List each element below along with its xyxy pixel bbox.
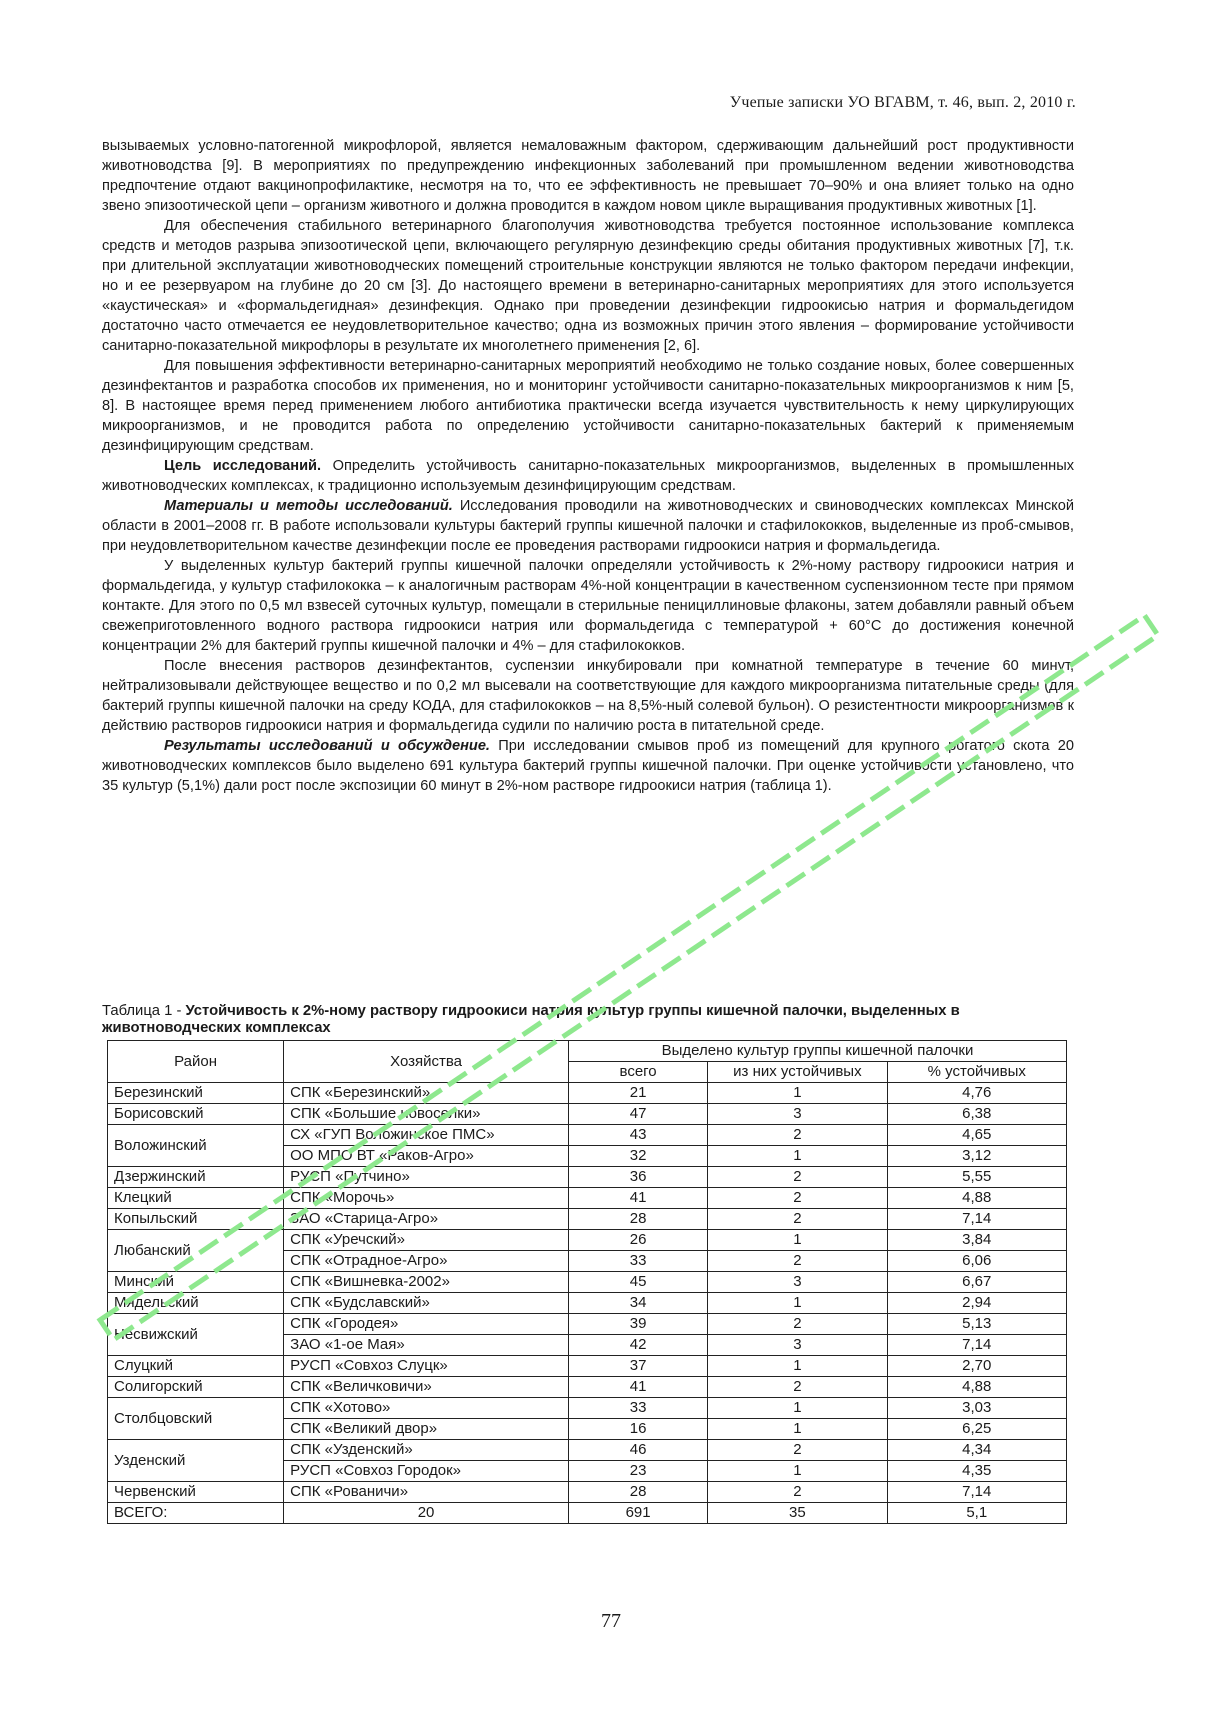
header-farms: Хозяйства (284, 1041, 569, 1083)
cell-district: Копыльский (108, 1209, 284, 1230)
cell-district: Узденский (108, 1440, 284, 1482)
header-group: Выделено культур группы кишечной палочки (569, 1041, 1067, 1062)
total-farms: 20 (284, 1503, 569, 1524)
cell-farm: РУСП «Совхоз Слуцк» (284, 1356, 569, 1377)
cell-percent: 4,76 (887, 1083, 1066, 1104)
cell-percent: 5,13 (887, 1314, 1066, 1335)
paragraph (102, 656, 1074, 736)
paragraph (102, 496, 1074, 556)
cell-total: 21 (569, 1083, 708, 1104)
cell-total: 26 (569, 1230, 708, 1251)
cell-resistant: 1 (708, 1293, 887, 1314)
table-row (108, 1398, 1067, 1419)
table-body (108, 1083, 1067, 1524)
table-row (108, 1104, 1067, 1125)
cell-resistant: 3 (708, 1335, 887, 1356)
paragraph-text: У выделенных культур бактерий группы кишечной палочки определяли устойчивость к 2%-ному раствору гидроокиси натрия и формальдегида, у культур стафилококка – к аналогичным растворам 4%-ной концентрации в качественном суспензионном тесте при прямом контакте. Для этого по 0,5 мл взвесей суточных культур, помещали в стерильные пенициллиновые флаконы, затем добавляли равный объем свежеприготовленного водного раствора гидроокиси натрия или формальдегида с температурой + 60°С до достижения конечной концентрации 2% для бактерий группы кишечной палочки и 4% – для стафилококков. (102, 558, 1074, 654)
cell-total: 16 (569, 1419, 708, 1440)
paragraph (102, 456, 1074, 496)
cell-farm: СПК «Городея» (284, 1314, 569, 1335)
cell-total: 43 (569, 1125, 708, 1146)
cell-resistant: 2 (708, 1377, 887, 1398)
header-district: Район (108, 1041, 284, 1083)
paragraph-text: При исследовании смывов проб из помещений для крупного рогатого скота 20 животноводческих комплексов было выделено 691 культура бактерий группы кишечной палочки. При оценке устойчивости установлено, что 35 культур (5,1%) дали рост после экспозиции 60 минут в 2%-ном растворе гидроокиси натрия (таблица 1). (102, 738, 1074, 794)
table-row (108, 1083, 1067, 1104)
cell-district: Минский (108, 1272, 284, 1293)
total-resistant: 35 (708, 1503, 887, 1524)
cell-total: 39 (569, 1314, 708, 1335)
paragraph (102, 556, 1074, 656)
page-number: 77 (601, 1610, 621, 1632)
cell-farm: РУСП «Путчино» (284, 1167, 569, 1188)
paragraph-text: После внесения растворов дезинфектантов, суспензии инкубировали при комнатной температуре в течение 60 минут, нейтрализовывали действующее вещество и по 0,2 мл высевали на соответствующие для каждого микроорганизма питательные среды (для бактерий группы кишечной палочки на среду КОДА, для стафилококков – на 8,5%-ный солевой бульон). О резистентности микроорганизмов к действию растворов гидроокиси натрия и формальдегида судили по наличию роста в питательной среде. (102, 658, 1074, 734)
paragraph (102, 136, 1074, 216)
cell-total: 34 (569, 1293, 708, 1314)
paragraph-text: Для обеспечения стабильного ветеринарного благополучия животноводства требуется постоянное использование комплекса средств и методов разрыва эпизоотической цепи, включающего регулярную дезинфекцию среды обитания продуктивных животных [7], т.к. при длительной эксплуатации животноводческих помещений строительные конструкции являются не только фактором передачи инфекции, но и ее резервуаром на глубине до 20 см [3]. До настоящего времени в ветеринарно-санитарных мероприятиях для этого используется «каустическая» и «формальдегидная» дезинфекция. Однако при проведении дезинфекции гидроокисью натрия и формальдегидом достаточно часто отмечается ее неудовлетворительное качество; одна из возможных причин этого явления – формирование устойчивости санитарно-показательной микрофлоры в результате их многолетнего применения [2, 6]. (102, 218, 1074, 354)
paragraph-lead: Материалы и методы исследований. (164, 498, 453, 514)
cell-percent: 6,38 (887, 1104, 1066, 1125)
cell-district: Несвижский (108, 1314, 284, 1356)
cell-farm: ЗАО «Старица-Агро» (284, 1209, 569, 1230)
cell-district: Солигорский (108, 1377, 284, 1398)
cell-farm: СПК «Отрадное-Агро» (284, 1251, 569, 1272)
cell-district: Дзержинский (108, 1167, 284, 1188)
cell-farm: СПК «Большие новоселки» (284, 1104, 569, 1125)
cell-resistant: 2 (708, 1188, 887, 1209)
cell-percent: 4,34 (887, 1440, 1066, 1461)
cell-farm: СПК «Хотово» (284, 1398, 569, 1419)
cell-percent: 3,12 (887, 1146, 1066, 1167)
cell-percent: 2,94 (887, 1293, 1066, 1314)
cell-district: Клецкий (108, 1188, 284, 1209)
cell-farm: СПК «Березинский» (284, 1083, 569, 1104)
header-total: всего (569, 1062, 708, 1083)
results-table (107, 1040, 1067, 1524)
table-row (108, 1356, 1067, 1377)
table-row (108, 1314, 1067, 1335)
cell-total: 33 (569, 1251, 708, 1272)
cell-percent: 6,06 (887, 1251, 1066, 1272)
cell-resistant: 2 (708, 1314, 887, 1335)
table-row (108, 1209, 1067, 1230)
cell-resistant: 2 (708, 1167, 887, 1188)
paragraph-text: вызываемых условно-патогенной микрофлорой, является немаловажным фактором, сдерживающим дальнейший рост продуктивности животноводства [9]. В мероприятиях по предупреждению инфекционных заболеваний при промышленном ведении животноводства предпочтение отдают вакцинопрофилактике, несмотря на то, что ее эффективность не превышает 70–90% и она влияет только на одно звено эпизоотической цепи – организм животного и должна проводится в каждом новом цикле выращивания продуктивных животных [1]. (102, 138, 1074, 214)
cell-resistant: 1 (708, 1398, 887, 1419)
cell-percent: 5,55 (887, 1167, 1066, 1188)
table-row (108, 1377, 1067, 1398)
cell-total: 32 (569, 1146, 708, 1167)
cell-percent: 2,70 (887, 1356, 1066, 1377)
cell-total: 41 (569, 1188, 708, 1209)
table-row (108, 1482, 1067, 1503)
paragraph-text: Исследования проводили на животноводческих и свиноводческих комплексах Минской области в 2001–2008 гг. В работе использовали культуры бактерий группы кишечной палочки и стафилококков, выделенные из проб-смывов, при неудовлетворительном качестве дезинфекции после ее проведения растворами гидроокиси натрия и формальдегида. (102, 498, 1074, 554)
cell-total: 36 (569, 1167, 708, 1188)
cell-percent: 6,25 (887, 1419, 1066, 1440)
cell-resistant: 1 (708, 1083, 887, 1104)
cell-total: 37 (569, 1356, 708, 1377)
cell-percent: 3,84 (887, 1230, 1066, 1251)
cell-percent: 3,03 (887, 1398, 1066, 1419)
cell-total: 41 (569, 1377, 708, 1398)
cell-total: 42 (569, 1335, 708, 1356)
cell-resistant: 1 (708, 1419, 887, 1440)
cell-resistant: 2 (708, 1125, 887, 1146)
table-caption-prefix: Таблица 1 - (102, 1003, 186, 1019)
cell-resistant: 2 (708, 1209, 887, 1230)
paragraph (102, 216, 1074, 356)
cell-farm: СПК «Рованичи» (284, 1482, 569, 1503)
paragraph (102, 356, 1074, 456)
body-text (102, 136, 1074, 796)
cell-resistant: 1 (708, 1146, 887, 1167)
cell-percent: 7,14 (887, 1335, 1066, 1356)
cell-farm: ОО МПО ВТ «Раков-Агро» (284, 1146, 569, 1167)
cell-total: 46 (569, 1440, 708, 1461)
cell-farm: СПК «Величковичи» (284, 1377, 569, 1398)
cell-resistant: 3 (708, 1272, 887, 1293)
cell-percent: 4,88 (887, 1188, 1066, 1209)
cell-farm: СПК «Великий двор» (284, 1419, 569, 1440)
cell-district: Мядельский (108, 1293, 284, 1314)
cell-farm: СПК «Морочь» (284, 1188, 569, 1209)
table-caption-title: Устойчивость к 2%-ному раствору гидроокиси натрия культур группы кишечной палочки, выделенных в животноводческих комплексах (102, 1003, 960, 1036)
cell-district: Борисовский (108, 1104, 284, 1125)
cell-farm: СПК «Вишневка-2002» (284, 1272, 569, 1293)
cell-percent: 6,67 (887, 1272, 1066, 1293)
table-row (108, 1440, 1067, 1461)
table-row (108, 1125, 1067, 1146)
table-row (108, 1167, 1067, 1188)
cell-percent: 4,65 (887, 1125, 1066, 1146)
cell-district: Столбцовский (108, 1398, 284, 1440)
cell-district: Воложинский (108, 1125, 284, 1167)
total-cultures: 691 (569, 1503, 708, 1524)
cell-percent: 4,88 (887, 1377, 1066, 1398)
table-row (108, 1230, 1067, 1251)
cell-resistant: 2 (708, 1251, 887, 1272)
cell-district: Березинский (108, 1083, 284, 1104)
paragraph-lead: Результаты исследований и обсуждение. (164, 738, 490, 754)
table-caption (102, 1003, 1062, 1037)
cell-farm: СПК «Будславский» (284, 1293, 569, 1314)
paragraph-lead: Цель исследований. (164, 458, 322, 474)
cell-district: Любанский (108, 1230, 284, 1272)
paragraph (102, 736, 1074, 796)
cell-farm: ЗАО «1-ое Мая» (284, 1335, 569, 1356)
cell-district: Слуцкий (108, 1356, 284, 1377)
header-resistant: из них устойчивых (708, 1062, 887, 1083)
cell-resistant: 1 (708, 1230, 887, 1251)
cell-farm: СХ «ГУП Воложинское ПМС» (284, 1125, 569, 1146)
cell-resistant: 2 (708, 1482, 887, 1503)
cell-resistant: 2 (708, 1440, 887, 1461)
cell-district: Червенский (108, 1482, 284, 1503)
cell-total: 45 (569, 1272, 708, 1293)
table-row (108, 1293, 1067, 1314)
cell-farm: СПК «Уречский» (284, 1230, 569, 1251)
cell-farm: СПК «Узденский» (284, 1440, 569, 1461)
total-label: ВСЕГО: (108, 1503, 284, 1524)
running-head: Учепые записки УО ВГАВМ, т. 46, вып. 2, 2010 г. (729, 94, 1076, 111)
cell-farm: РУСП «Совхоз Городок» (284, 1461, 569, 1482)
cell-total: 33 (569, 1398, 708, 1419)
cell-percent: 7,14 (887, 1209, 1066, 1230)
header-percent: % устойчивых (887, 1062, 1066, 1083)
cell-total: 28 (569, 1209, 708, 1230)
cell-total: 23 (569, 1461, 708, 1482)
cell-total: 28 (569, 1482, 708, 1503)
cell-resistant: 3 (708, 1104, 887, 1125)
total-percent: 5,1 (887, 1503, 1066, 1524)
paragraph-text: Для повышения эффективности ветеринарно-санитарных мероприятий необходимо не только создание новых, более совершенных дезинфектантов и разработка способов их применения, но и мониторинг устойчивости санитарно-показательных микроорганизмов к ним [5, 8]. В настоящее время перед применением любого антибиотика практически всегда изучается чувствительность к нему циркулирующих микроорганизмов, и не проводится работа по определению устойчивости санитарно-показательных бактерий к применяемым дезинфицирующим средствам. (102, 358, 1074, 454)
cell-total: 47 (569, 1104, 708, 1125)
cell-percent: 4,35 (887, 1461, 1066, 1482)
cell-resistant: 1 (708, 1461, 887, 1482)
paragraph-text: Определить устойчивость санитарно-показательных микроорганизмов, выделенных в промышленных животноводческих комплексах, к традиционно используемым дезинфицирующим средствам. (102, 458, 1074, 494)
cell-percent: 7,14 (887, 1482, 1066, 1503)
cell-resistant: 1 (708, 1356, 887, 1377)
totals-row (108, 1503, 1067, 1524)
table-row (108, 1188, 1067, 1209)
table-row (108, 1272, 1067, 1293)
